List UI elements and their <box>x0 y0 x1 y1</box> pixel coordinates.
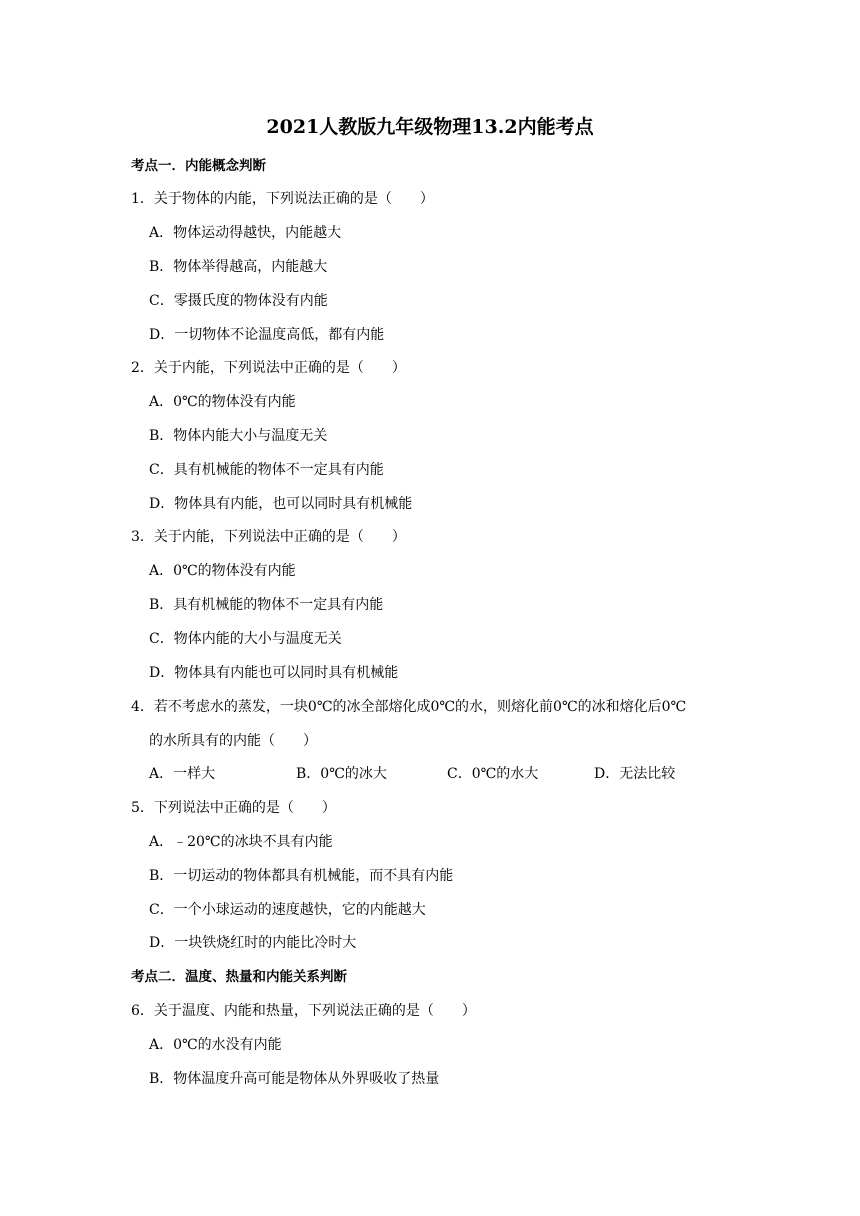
question-1-option-a: A．物体运动得越快，内能越大 <box>149 225 342 241</box>
question-3-option-b: B．具有机械能的物体不一定具有内能 <box>149 597 384 613</box>
question-3-stem: 3．关于内能，下列说法中正确的是（ ） <box>131 529 406 545</box>
question-4-option-c: C．0℃的水大 <box>447 766 539 782</box>
question-4-option-b: B．0℃的冰大 <box>296 766 387 782</box>
question-5-option-a: A．﹣20℃的冰块不具有内能 <box>149 834 333 850</box>
question-2-option-b: B．物体内能大小与温度无关 <box>149 428 328 444</box>
section-heading-1: 考点一．内能概念判断 <box>131 158 266 174</box>
question-3-option-c: C．物体内能的大小与温度无关 <box>149 631 342 647</box>
question-2-option-a: A．0℃的物体没有内能 <box>149 394 296 410</box>
page-title: 2021人教版九年级物理13.2内能考点 <box>266 116 594 138</box>
question-2-option-c: C．具有机械能的物体不一定具有内能 <box>149 462 384 478</box>
question-5-option-c: C．一个小球运动的速度越快，它的内能越大 <box>149 902 426 918</box>
section-heading-2: 考点二．温度、热量和内能关系判断 <box>131 969 347 985</box>
question-1-stem: 1．关于物体的内能，下列说法正确的是（ ） <box>131 191 434 207</box>
question-2-stem: 2．关于内能，下列说法中正确的是（ ） <box>131 360 406 376</box>
question-1-option-b: B．物体举得越高，内能越大 <box>149 259 328 275</box>
question-2-option-d: D．物体具有内能，也可以同时具有机械能 <box>149 496 413 512</box>
question-3-option-d: D．物体具有内能也可以同时具有机械能 <box>149 665 399 681</box>
question-4-stem-continued: 的水所具有的内能（ ） <box>149 733 317 749</box>
question-6-stem: 6．关于温度、内能和热量，下列说法正确的是（ ） <box>131 1003 476 1019</box>
question-6-option-b: B．物体温度升高可能是物体从外界吸收了热量 <box>149 1071 440 1087</box>
question-1-option-c: C．零摄氏度的物体没有内能 <box>149 293 328 309</box>
question-6-option-a: A．0℃的水没有内能 <box>149 1037 282 1053</box>
question-3-option-a: A．0℃的物体没有内能 <box>149 563 296 579</box>
question-4-option-d: D．无法比较 <box>594 766 676 782</box>
question-4-stem: 4．若不考虑水的蒸发，一块0℃的冰全部熔化成0℃的水，则熔化前0℃的冰和熔化后0℃ <box>131 699 687 715</box>
question-4-option-a: A．一样大 <box>149 766 216 782</box>
question-1-option-d: D．一切物体不论温度高低，都有内能 <box>149 327 385 343</box>
question-5-stem: 5．下列说法中正确的是（ ） <box>131 800 336 816</box>
question-5-option-d: D．一块铁烧红时的内能比冷时大 <box>149 935 357 951</box>
question-5-option-b: B．一切运动的物体都具有机械能，而不具有内能 <box>149 868 454 884</box>
